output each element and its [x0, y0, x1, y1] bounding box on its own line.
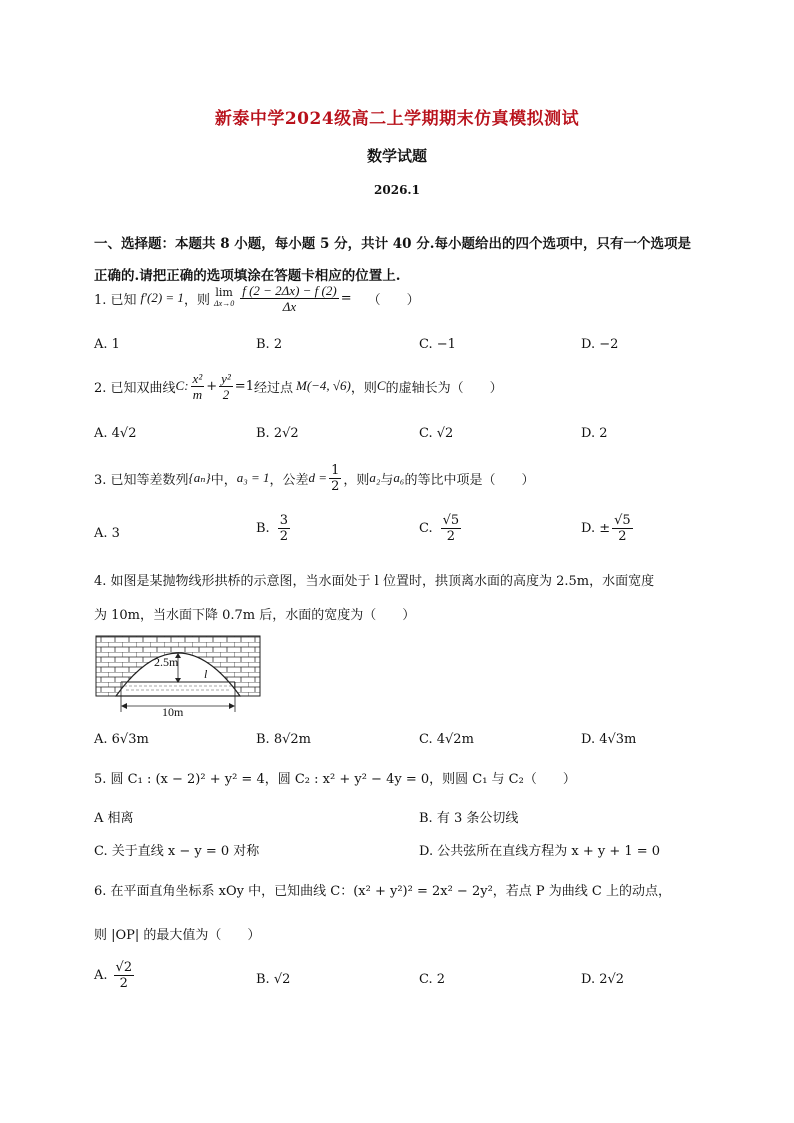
q4-option-a[interactable]: A. 6√3m [94, 732, 149, 747]
q2-option-c[interactable]: C. √2 [419, 426, 454, 441]
q6-a-num: √2 [115, 960, 133, 975]
q3-a6: a₆ [393, 470, 405, 485]
q1-fraction [240, 283, 339, 314]
q3-c-fraction [441, 513, 462, 544]
section-line-1: 一、选择题：本题共 8 小题，每小题 5 分，共计 40 分.每小题给出的四个选项中，只有一个选项是 [94, 236, 691, 252]
q3-d-fraction [329, 463, 341, 494]
exam-subtitle: 数学试题 [366, 147, 427, 165]
q3-option-c[interactable] [419, 513, 463, 544]
fig-l-label: l [204, 667, 208, 681]
q2-tail2: 的虚轴长为（ ） [385, 380, 503, 396]
q6-a-fraction [114, 960, 135, 991]
q3-c-prefix: C. [419, 521, 433, 536]
bridge-figure [94, 632, 264, 718]
q4-line-2: 为 10m，当水面下降 0.7m 后，水面的宽度为（ ） [94, 608, 416, 623]
q5-option-b[interactable]: B. 有 3 条公切线 [419, 811, 519, 826]
q1-option-b[interactable]: B. 2 [256, 337, 283, 352]
question-5: 5. 圆 C₁ : (x − 2)² + y² = 4，圆 C₂ : x² + y² − 4y = 0，则圆 C₁ 与 C₂（ ） [94, 772, 576, 787]
q2-fraction-2 [219, 371, 233, 402]
q3-tail: 的等比中项是（ ） [404, 472, 535, 488]
fig-width-label: 10m [162, 705, 184, 718]
q3-b-fraction [278, 513, 290, 544]
q6-option-d[interactable]: D. 2√2 [581, 972, 625, 987]
q3-c-den: 2 [446, 529, 456, 544]
q3-b-prefix: B. [256, 521, 270, 536]
q3-mid1: 中， [210, 472, 237, 488]
width-arrow-right [229, 703, 235, 709]
q3-a3: a₃ = 1 [236, 470, 270, 485]
q2-eq: =1 [234, 378, 254, 394]
q3-mid3: ，则 [343, 472, 370, 488]
q3-c-num: √5 [442, 513, 460, 528]
q6-option-a[interactable] [94, 960, 136, 991]
q3-d-opt-fraction [612, 513, 633, 544]
q4-option-d[interactable]: D. 4√3m [581, 732, 637, 747]
q6-a-prefix: A. [94, 968, 108, 983]
q1-eq: = [340, 290, 352, 306]
q5-option-d[interactable]: D. 公共弦所在直线方程为 x + y + 1 = 0 [419, 844, 661, 859]
q1-paren: （ ） [367, 292, 420, 308]
q2-prefix: 2. 已知双曲线 [94, 380, 176, 396]
q3-option-a[interactable]: A. 3 [94, 526, 120, 541]
q2-mid: 经过点 [253, 380, 293, 396]
q1-frac-den: Δx [282, 298, 297, 314]
q2-fraction-1 [191, 371, 205, 402]
width-arrow-left [121, 703, 127, 709]
q2-tail-var: C [376, 378, 386, 393]
q6-option-c[interactable]: C. 2 [419, 972, 446, 987]
q3-prefix: 3. 已知等差数列 [94, 472, 189, 488]
q3-d-opt-num: √5 [614, 513, 631, 528]
q1-lim-sub: Δx→0 [213, 299, 235, 308]
q2-curve: C: [175, 378, 189, 393]
question-2 [94, 368, 503, 404]
q3-b-den: 2 [279, 529, 288, 544]
q1-option-d[interactable]: D. −2 [581, 337, 619, 352]
q3-seq: {aₙ} [188, 470, 211, 485]
q3-d: d = [308, 470, 328, 485]
q4-option-b[interactable]: B. 8√2m [256, 732, 311, 747]
q2-f2-den: 2 [222, 386, 230, 402]
q2-plus: + [206, 378, 218, 394]
q1-lim-label: lim [215, 286, 233, 299]
fig-height-label: 2.5m [154, 655, 179, 669]
q1-condition: f′(2) = 1 [140, 290, 184, 305]
q2-f1-den: m [192, 386, 203, 402]
q3-yu: 与 [380, 472, 394, 488]
q1-limit [214, 287, 234, 309]
q1-mid: ，则 [183, 292, 210, 308]
q3-d-den: 2 [331, 478, 340, 494]
section-line-2: 正确的.请把正确的选项填涂在答题卡相应的位置上. [94, 268, 401, 284]
q2-tail: ，则 [350, 380, 377, 396]
q3-option-d[interactable] [581, 513, 635, 544]
q5-option-a[interactable]: A 相离 [94, 811, 134, 826]
q6-a-den: 2 [119, 976, 128, 991]
q2-option-b[interactable]: B. 2√2 [256, 426, 299, 441]
q2-f1-num: x² [192, 370, 203, 386]
question-3 [94, 458, 534, 498]
q3-a2: a₂ [369, 470, 381, 485]
q2-f2-num: y² [221, 370, 231, 386]
q1-prefix: 1. 已知 [94, 292, 137, 308]
q3-b-num: 3 [279, 513, 288, 528]
q5-option-c[interactable]: C. 关于直线 x − y = 0 对称 [94, 844, 260, 859]
question-1 [94, 276, 420, 320]
q3-d-prefix: D. ± [581, 521, 611, 536]
q6-option-b[interactable]: B. √2 [256, 972, 291, 987]
exam-title: 新泰中学2024级高二上学期期末仿真模拟测试 [214, 109, 580, 129]
q3-d-opt-den: 2 [618, 529, 627, 544]
q1-option-c[interactable]: C. −1 [419, 337, 456, 352]
q6-line-1: 6. 在平面直角坐标系 xOy 中，已知曲线 C：(x² + y²)² = 2x² − 2y²，若点 P 为曲线 C 上的动点， [94, 884, 672, 899]
q2-option-d[interactable]: D. 2 [581, 426, 608, 441]
q3-d-num: 1 [331, 462, 340, 478]
q2-point: M(−4, √6) [295, 378, 351, 393]
q4-line-1: 4. 如图是某抛物线形拱桥的示意图，当水面处于 l 位置时，拱顶离水面的高度为 2.5m，水面宽度 [94, 574, 655, 589]
q3-mid2: ，公差 [269, 472, 309, 488]
q3-option-b[interactable] [256, 513, 292, 544]
q6-line-2: 则 |OP| 的最大值为（ ） [94, 928, 261, 943]
exam-date: 2026.1 [374, 183, 420, 197]
q1-option-a[interactable]: A. 1 [94, 337, 120, 352]
q4-option-c[interactable]: C. 4√2m [419, 732, 474, 747]
q2-option-a[interactable]: A. 4√2 [94, 426, 137, 441]
q1-frac-num: f (2 − 2Δx) − f (2) [242, 282, 337, 298]
